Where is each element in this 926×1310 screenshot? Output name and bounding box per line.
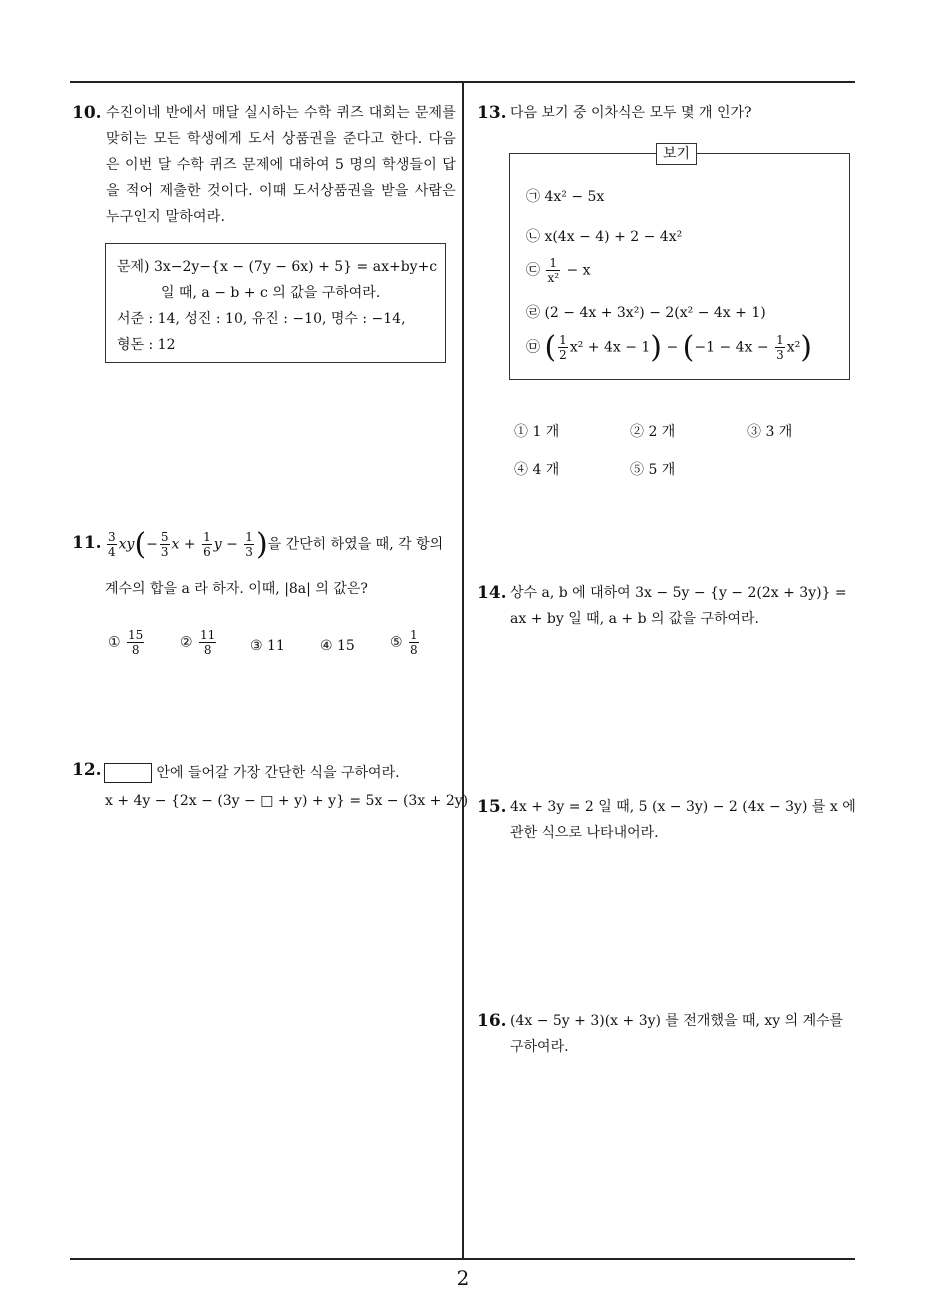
problem-number: 14.	[477, 583, 507, 603]
box-line: 서준 : 14, 성진 : 10, 유진 : −10, 명수 : −14,	[117, 311, 406, 327]
fraction: $\frac{1}{6}$	[203, 530, 211, 559]
problem-number: 16.	[477, 1011, 507, 1031]
problem-number: 11.	[72, 533, 102, 553]
choice-3[interactable]: ③ 11	[250, 638, 285, 654]
problem-number: 13.	[477, 103, 507, 123]
item-2: ㉡ x(4x − 4) + 2 − 4x²	[526, 229, 683, 245]
choice-1[interactable]: ① $\frac{15}{8}$	[108, 628, 144, 657]
bottom-rule	[70, 1258, 855, 1260]
problem-number: 15.	[477, 797, 507, 817]
problem-text: (4x − 5y + 3)(x + 3y) 를 전개했을 때, xy 의 계수를	[510, 1013, 844, 1029]
problem-expression: x + 4y − {2x − (3y − □ + y) + y} = 5x − (3x + 2y)	[105, 793, 469, 809]
item-4: ㉣ (2 − 4x + 3x²) − 2(x² − 4x + 1)	[526, 305, 766, 321]
choice-2[interactable]: ② 2 개	[630, 424, 676, 440]
bogi-box	[509, 153, 850, 380]
problem-text: 관한 식으로 나타내어라.	[510, 825, 659, 841]
item-3: ㉢ $\frac{1}{\text{x²}}$ − x	[526, 256, 591, 285]
problem-text: 다음 보기 중 이차식은 모두 몇 개 인가?	[510, 105, 752, 121]
question-box	[105, 243, 446, 363]
choice-4[interactable]: ④ 4 개	[514, 462, 560, 478]
problem-text: ax + by 일 때, a + b 의 값을 구하여라.	[510, 611, 760, 627]
answer-blank	[104, 763, 152, 783]
problem-text: 수진이네 반에서 매달 실시하는 수학 퀴즈 대회는 문제를 맞히는 모든 학생에게 도서 상품권을 준다고 한다. 다음은 이번 달 수학 퀴즈 문제에 대하여 5 명의 학생들이 답을 적어 제출한 것이다. 이때 도서상품권을 받을 사람은 누구인지 말하여라.	[106, 105, 456, 225]
choice-1[interactable]: ① 1 개	[514, 424, 560, 440]
problem-number: 10.	[72, 103, 102, 123]
choice-3[interactable]: ③ 3 개	[747, 424, 793, 440]
choice-5[interactable]: ⑤ $\frac{1}{8}$	[390, 628, 418, 657]
page-number: 2	[456, 1266, 470, 1290]
fraction: $\frac{5}{3}$	[160, 530, 169, 559]
problem-text: 구하여라.	[510, 1039, 569, 1055]
item-1: ㉠ 4x² − 5x	[526, 189, 605, 205]
choice-5[interactable]: ⑤ 5 개	[630, 462, 676, 478]
choice-4[interactable]: ④ 15	[320, 638, 355, 654]
item-5: ㉤ ( $\frac{1}{2}$ x² + 4x − 1) − (−1 − 4x − $\frac{1}{3}$ x²)	[526, 330, 812, 365]
fraction: $\frac{3}{4}$	[108, 530, 116, 559]
problem-expression: $\frac{3}{4}$ xy(− $\frac{5}{3}$ x + $\frac{1}{6}$ y − $\frac{1}{3}$ )을 간단히 하였을 때, 각 항의	[108, 527, 444, 562]
column-divider	[462, 81, 464, 1259]
box-line: 형돈 : 12	[117, 337, 176, 353]
choice-2[interactable]: ② $\frac{11}{8}$	[180, 628, 216, 657]
problem-number: 12.	[72, 760, 102, 780]
problem-text: 4x + 3y = 2 일 때, 5 (x − 3y) − 2 (4x − 3y) 를 x 에	[510, 799, 856, 815]
fraction: $\frac{1}{3}$	[245, 530, 253, 559]
bogi-label: 보기	[656, 143, 697, 165]
box-line: 문제) 3x−2y−{x − (7y − 6x) + 5} = ax+by+c	[117, 259, 438, 275]
box-line: 일 때, a − b + c 의 값을 구하여라.	[161, 285, 381, 301]
problem-text: 상수 a, b 에 대하여 3x − 5y − {y − 2(2x + 3y)} =	[510, 585, 847, 601]
problem-text-row: 안에 들어갈 가장 간단한 식을 구하여라.	[104, 762, 400, 783]
problem-text: 계수의 합을 a 라 하자. 이때, |8a| 의 값은?	[105, 581, 368, 597]
